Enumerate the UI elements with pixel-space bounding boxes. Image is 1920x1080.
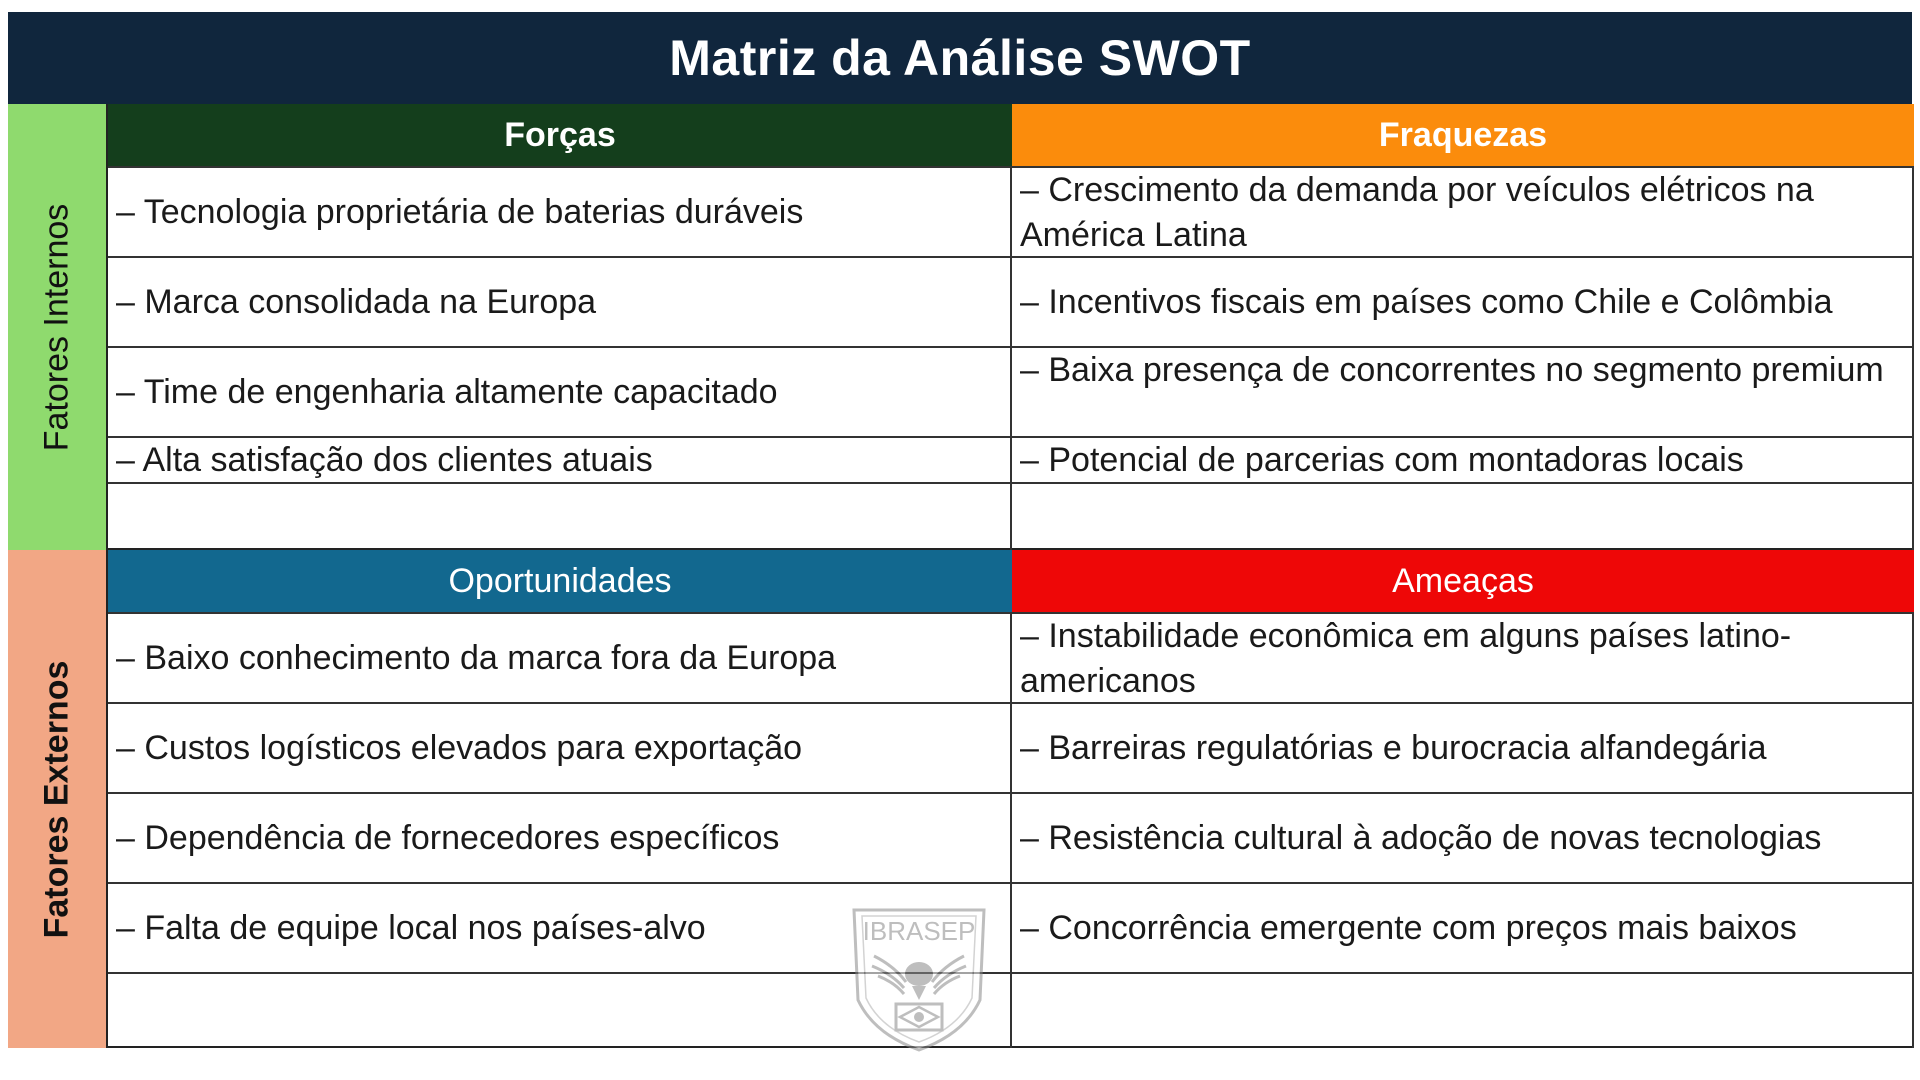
page-title: Matriz da Análise SWOT (8, 12, 1912, 104)
fraquezas-item: – Potencial de parcerias com montadoras locais (1012, 436, 1914, 482)
watermark-text: IBRASEP (862, 916, 976, 946)
header-ameacas: Ameaças (1012, 550, 1914, 612)
internal-factors-grid (106, 104, 1912, 550)
side-label-external (8, 550, 106, 1048)
swot-matrix (8, 12, 1912, 1048)
side-label-external-text: Fatores Externos (37, 660, 76, 938)
oportunidades-item: – Custos logísticos elevados para exportação (108, 702, 1012, 792)
header-oportunidades: Oportunidades (108, 550, 1012, 612)
external-factors-grid (106, 550, 1912, 1048)
side-label-internal-text: Fatores Internos (37, 203, 76, 451)
forcas-item: – Marca consolidada na Europa (108, 256, 1012, 346)
header-fraquezas: Fraquezas (1012, 104, 1914, 166)
eagle-shield-icon (844, 904, 994, 1054)
side-label-internal (8, 104, 106, 550)
forcas-item: – Time de engenharia altamente capacitado (108, 346, 1012, 436)
fraquezas-item: – Crescimento da demanda por veículos elétricos na América Latina (1012, 166, 1914, 256)
fraquezas-item: – Incentivos fiscais em países como Chile e Colômbia (1012, 256, 1914, 346)
forcas-item: – Alta satisfação dos clientes atuais (108, 436, 1012, 482)
oportunidades-item: – Falta de equipe local nos países-alvo (108, 882, 1012, 972)
forcas-item: – Tecnologia proprietária de baterias duráveis (108, 166, 1012, 256)
header-forcas: Forças (108, 104, 1012, 166)
oportunidades-item: – Baixo conhecimento da marca fora da Europa (108, 612, 1012, 702)
ameacas-item: – Concorrência emergente com preços mais baixos (1012, 882, 1914, 972)
oportunidades-item: – Dependência de fornecedores específicos (108, 792, 1012, 882)
empty-cell (1012, 972, 1914, 1048)
empty-cell (108, 482, 1012, 550)
ameacas-item: – Resistência cultural à adoção de novas tecnologias (1012, 792, 1914, 882)
ameacas-item: – Instabilidade econômica em alguns países latino-americanos (1012, 612, 1914, 702)
ameacas-item: – Barreiras regulatórias e burocracia alfandegária (1012, 702, 1914, 792)
fraquezas-item: – Baixa presença de concorrentes no segmento premium (1012, 346, 1914, 436)
empty-cell (1012, 482, 1914, 550)
